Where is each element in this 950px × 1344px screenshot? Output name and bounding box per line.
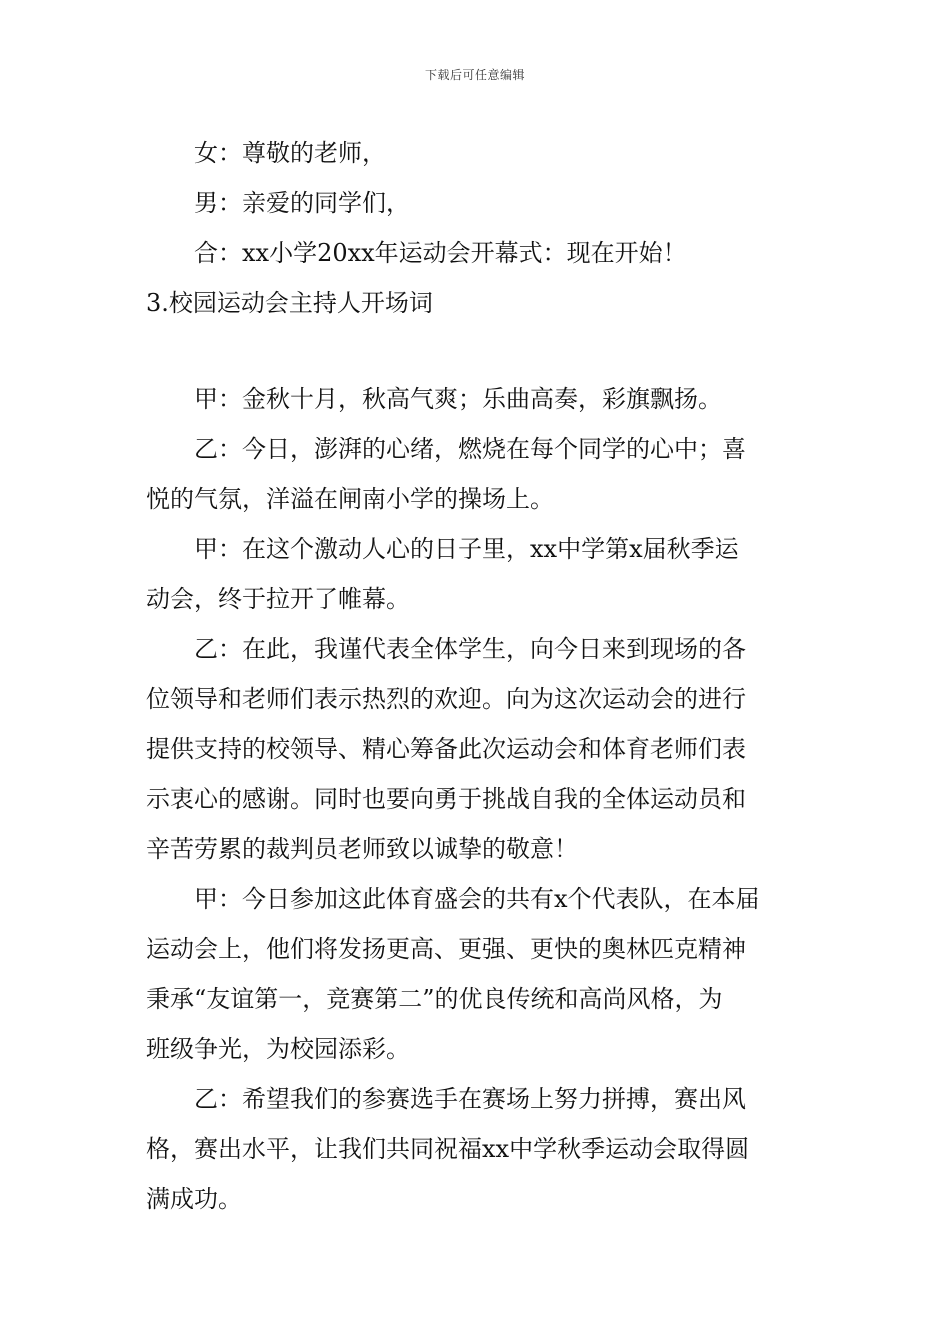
paragraph-3-line-1: 甲：在这个激动人心的日子里，xx中学第x届秋季运 [194, 535, 739, 563]
paragraph-2-line-2: 悦的气氛，洋溢在闸南小学的操场上。 [146, 485, 554, 513]
intro-line-together: 合：xx小学20xx年运动会开幕式：现在开始！ [194, 239, 687, 267]
intro-line-male: 男：亲爱的同学们， [194, 189, 410, 217]
intro-line-female: 女：尊敬的老师， [194, 139, 386, 167]
document-body [146, 128, 810, 1224]
paragraph-1-line-1: 甲：金秋十月，秋高气爽；乐曲高奏，彩旗飘扬。 [194, 385, 722, 413]
section-spacer [146, 328, 810, 374]
paragraph-4-line-2: 位领导和老师们表示热烈的欢迎。向为这次运动会的进行 [146, 685, 746, 713]
paragraph-5-line-4: 班级争光，为校园添彩。 [146, 1035, 410, 1063]
paragraph-4-line-5: 辛苦劳累的裁判员老师致以诚挚的敬意！ [146, 835, 578, 863]
paragraph-4-line-4: 示衷心的感谢。同时也要向勇于挑战自我的全体运动员和 [146, 785, 746, 813]
paragraph-5-line-1: 甲：今日参加这此体育盛会的共有x个代表队，在本届 [194, 885, 760, 913]
paragraph-5-line-3: 秉承“友谊第一，竞赛第二”的优良传统和高尚风格，为 [146, 985, 723, 1013]
paragraph-5-line-2: 运动会上，他们将发扬更高、更强、更快的奥林匹克精神 [146, 935, 746, 963]
paragraph-4-line-1: 乙：在此，我谨代表全体学生，向今日来到现场的各 [194, 635, 746, 663]
paragraph-6-line-3: 满成功。 [146, 1185, 242, 1213]
paragraph-2-line-1: 乙：今日，澎湃的心绪，燃烧在每个同学的心中；喜 [194, 435, 746, 463]
paragraph-6-line-1: 乙：希望我们的参赛选手在赛场上努力拼搏，赛出风 [194, 1085, 746, 1113]
section-title: 3.校园运动会主持人开场词 [146, 289, 433, 317]
paragraph-3-line-2: 动会，终于拉开了帷幕。 [146, 585, 410, 613]
paragraph-4-line-3: 提供支持的校领导、精心筹备此次运动会和体育老师们表 [146, 735, 746, 763]
header-note: 下载后可任意编辑 [424, 68, 525, 82]
paragraph-6-line-2: 格，赛出水平，让我们共同祝福xx中学秋季运动会取得圆 [146, 1135, 750, 1163]
